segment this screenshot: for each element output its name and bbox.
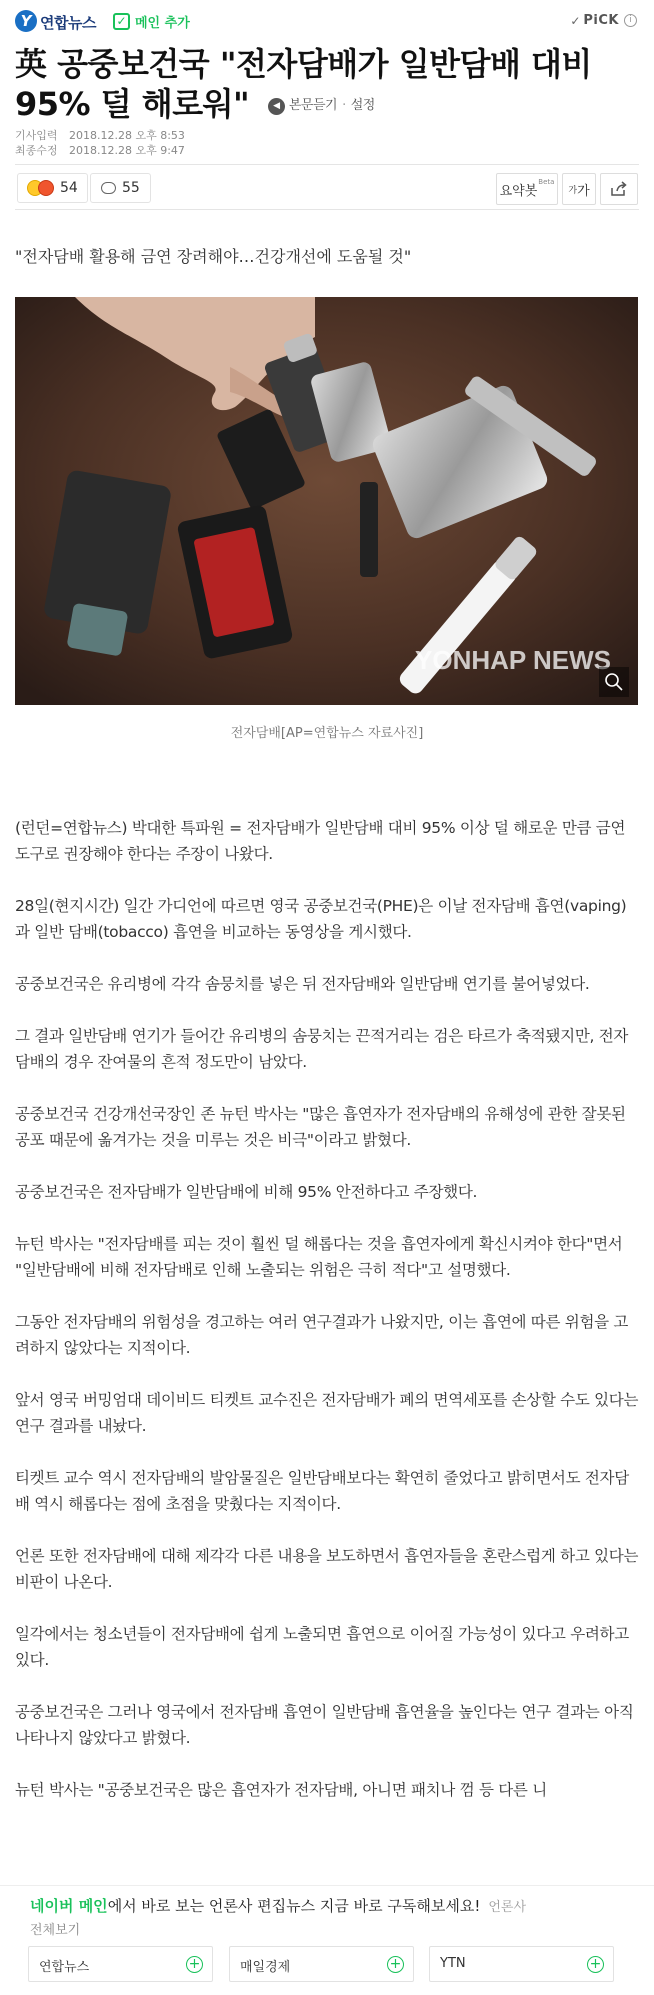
see-all-link[interactable]: 전체보기: [30, 1923, 81, 1938]
body-paragraph: 공중보건국 건강개선국장인 존 뉴턴 박사는 "많은 흡연자가 전자담배의 유해성에 관한 잘못된 공포 때문에 옮겨가는 것을 미루는 것은 비극"이라고 밝혔다.: [15, 1105, 626, 1149]
comment-count: 55: [122, 180, 140, 196]
plus-icon[interactable]: +: [186, 1956, 203, 1973]
channel-name: 연합뉴스: [39, 1960, 90, 1975]
body-paragraph: 뉴턴 박사는 "공중보건국은 많은 흡연자가 전자담배, 아니면 패치나 껌 등 다른 니: [15, 1781, 547, 1799]
edit-label: 최종수정: [15, 144, 58, 157]
input-time: 2018.12.28 오후 8:53: [69, 129, 185, 142]
naver-main-link[interactable]: 네이버 메인: [30, 1897, 108, 1915]
main-add-label: 메인 추가: [135, 15, 190, 31]
share-icon: [610, 181, 628, 197]
pick-check-icon: ✓: [570, 13, 581, 28]
settings-button[interactable]: 설정: [350, 98, 375, 113]
main-add-button[interactable]: [113, 11, 190, 31]
body-paragraph: 일각에서는 청소년들이 전자담배에 쉽게 노출되면 흡연으로 이어질 가능성이 있다고 우려하고 있다.: [15, 1625, 629, 1669]
article-title-text: 英 공중보건국 "전자담배가 일반담배 대비 95% 덜 해로워": [15, 45, 592, 123]
channel-yonhap[interactable]: [28, 1946, 213, 1982]
summary-label: 요약봇: [499, 183, 538, 199]
article-lead: "전자담배 활용해 금연 장려해야…건강개선에 도움될 것": [15, 247, 412, 266]
yonhap-logo-icon[interactable]: Y: [15, 10, 37, 32]
pick-label: PiCK: [583, 13, 619, 28]
subscribe-message: 에서 바로 보는 언론사 편집뉴스 지금 바로 구독해보세요!: [107, 1897, 481, 1915]
body-paragraph: 공중보건국은 그러나 영국에서 전자담배 흡연이 일반담배 흡연율을 높인다는 연구 결과는 아직 나타나지 않았다고 밝혔다.: [15, 1703, 634, 1747]
check-icon: ✓: [113, 13, 130, 30]
e-cigarettes-photo: [15, 297, 638, 705]
subscribe-banner: [0, 1885, 654, 1995]
body-paragraph: 공중보건국은 유리병에 각각 솜뭉치를 넣은 뒤 전자담배와 일반담배 연기를 불어넣었다.: [15, 975, 590, 993]
comment-bubble-icon: [101, 182, 116, 194]
press-name[interactable]: 연합뉴스: [40, 14, 96, 32]
body-paragraph: (런던=연합뉴스) 박대한 특파원 = 전자담배가 일반담배 대비 95% 이상 덜 해로운 만큼 금연도구로 권장해야 한다는 주장이 나왔다.: [15, 819, 626, 863]
body-paragraph: 28일(현지시간) 일간 가디언에 따르면 영국 공중보건국(PHE)은 이날 전자담배 흡연(vaping)과 일반 담배(tobacco) 흡연을 비교하는 동영상을 게시했다.: [15, 897, 627, 941]
press-label: 언론사: [488, 1900, 527, 1915]
body-paragraph: 그 결과 일반담배 연기가 들어간 유리병의 솜뭉치는 끈적거리는 검은 타르가 축적됐지만, 전자담배의 경우 잔여물의 흔적 정도만이 남았다.: [15, 1027, 629, 1071]
info-icon[interactable]: i: [624, 14, 637, 27]
comment-button[interactable]: [90, 173, 151, 203]
body-paragraph: 티켓트 교수 역시 전자담배의 발암물질은 일반담배보다는 확연히 줄었다고 밝히면서도 전자담배 역시 해롭다는 점에 초점을 맞췄다는 지적이다.: [15, 1469, 629, 1513]
listen-controls: [268, 86, 375, 126]
summary-bot-button[interactable]: [496, 173, 558, 205]
share-button[interactable]: [600, 173, 638, 205]
channel-maeil[interactable]: [229, 1946, 414, 1982]
body-paragraph: 뉴턴 박사는 "전자담배를 피는 것이 훨씬 덜 해롭다는 것을 흡연자에게 확신시켜야 한다"면서 "일반담배에 비해 전자담배로 인해 노출되는 위험은 극히 적다"고 설명했다.: [15, 1235, 623, 1279]
channel-name: 매일경제: [240, 1960, 291, 1975]
article-body: [15, 815, 639, 1829]
body-paragraph: 그동안 전자담배의 위험성을 경고하는 여러 연구결과가 나왔지만, 이는 흡연에 따른 위험을 고려하지 않았다는 지적이다.: [15, 1313, 629, 1357]
separator-dot: ·: [342, 98, 346, 113]
edit-time: 2018.12.28 오후 9:47: [69, 144, 185, 157]
article-dates: [15, 128, 185, 158]
body-paragraph: 언론 또한 전자담배에 대해 제각각 다른 내용을 보도하면서 흡연자들을 혼란스럽게 하고 있다는 비판이 나온다.: [15, 1547, 639, 1591]
pick-badge[interactable]: [570, 13, 637, 28]
angry-emoji-icon: [38, 180, 54, 196]
plus-icon[interactable]: +: [587, 1956, 604, 1973]
reaction-count: 54: [60, 180, 78, 196]
channel-ytn[interactable]: [429, 1946, 614, 1982]
listen-button[interactable]: 본문듣기: [288, 98, 338, 113]
beta-badge: Beta: [538, 178, 555, 186]
photo-watermark: YONHAP NEWS: [415, 645, 611, 675]
top-bar: [0, 0, 654, 42]
reaction-button[interactable]: [17, 173, 88, 203]
body-paragraph: 공중보건국은 전자담배가 일반담배에 비해 95% 안전하다고 주장했다.: [15, 1183, 478, 1201]
body-paragraph: 앞서 영국 버밍엄대 데이비드 티켓트 교수진은 전자담배가 폐의 면역세포를 손상할 수도 있다는 연구 결과를 내놨다.: [15, 1391, 639, 1435]
article-photo[interactable]: [15, 297, 638, 705]
input-label: 기사입력: [15, 129, 58, 142]
font-big-glyph: 가: [577, 183, 590, 199]
plus-icon[interactable]: +: [387, 1956, 404, 1973]
speaker-icon[interactable]: ◀: [268, 98, 285, 115]
subscribe-text: [30, 1895, 526, 1916]
divider: [15, 164, 639, 165]
font-size-button[interactable]: [562, 173, 596, 205]
article-title: [15, 44, 640, 126]
channel-name: YTN: [440, 1956, 466, 1971]
divider: [15, 209, 639, 210]
font-small-glyph: 가: [568, 185, 578, 196]
photo-caption: 전자담배[AP=연합뉴스 자료사진]: [230, 726, 424, 741]
